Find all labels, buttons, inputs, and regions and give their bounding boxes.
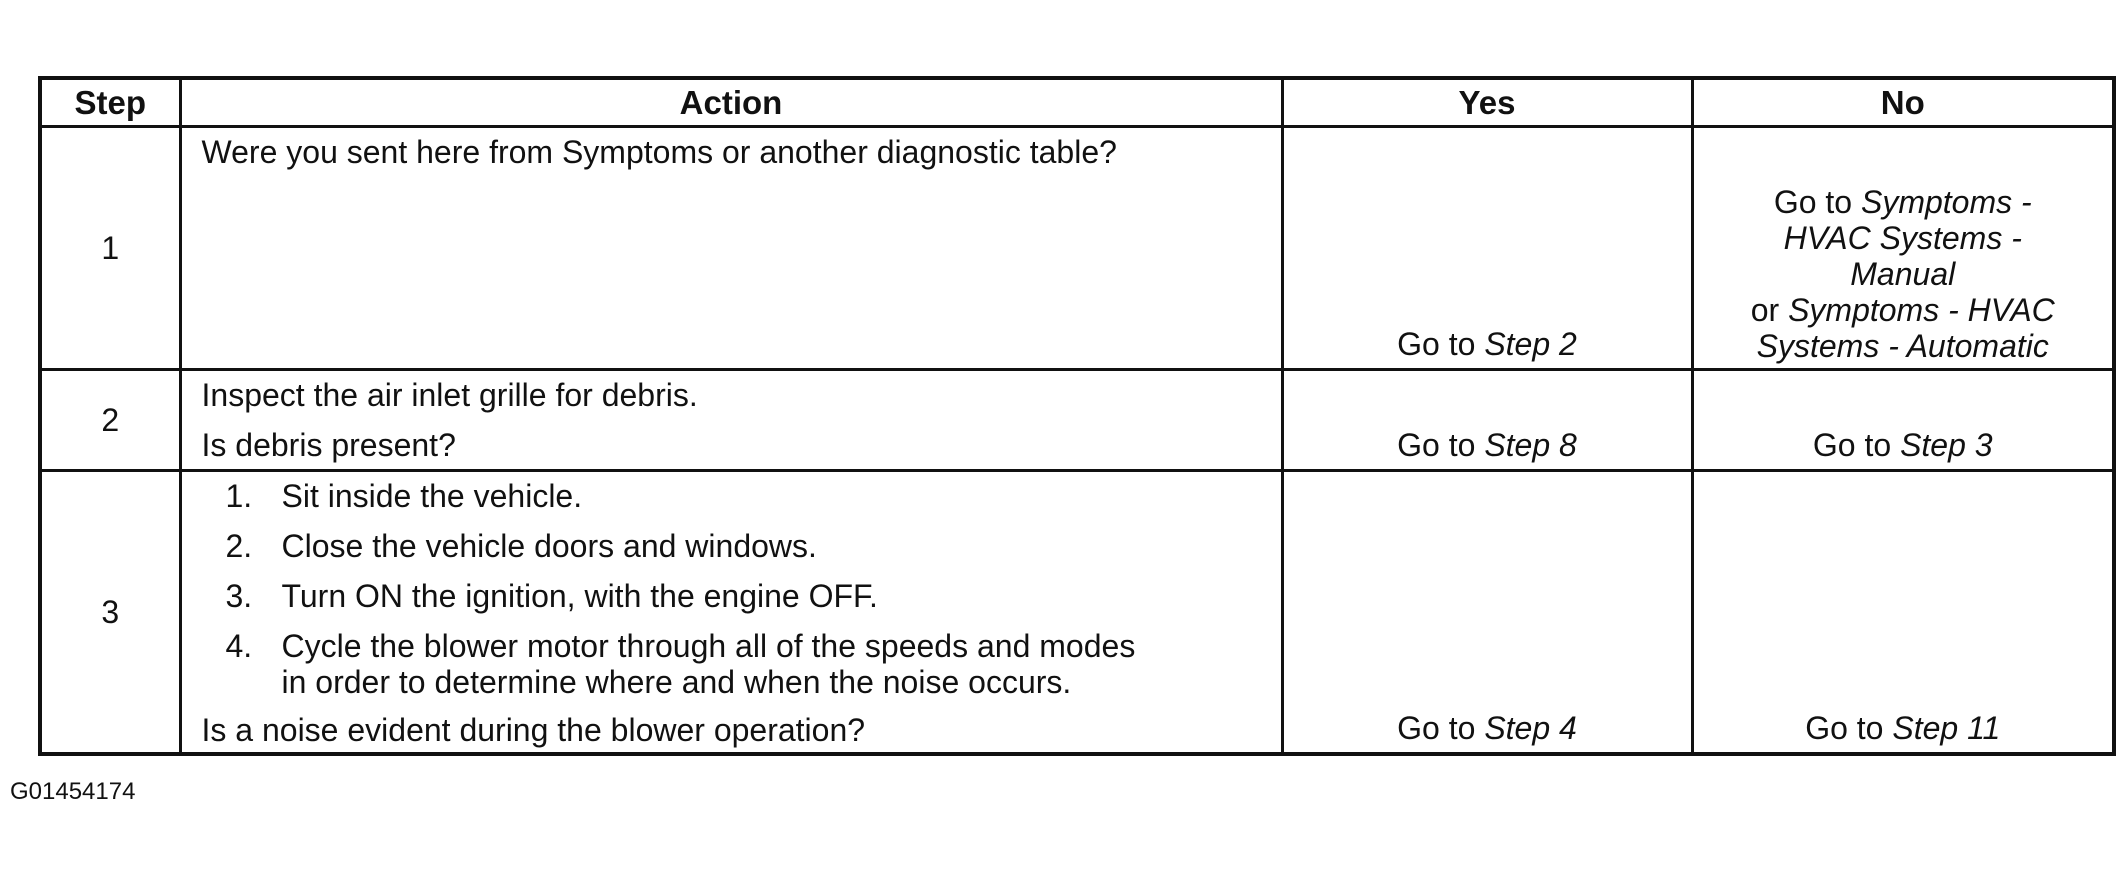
action-cell: [180, 127, 1282, 370]
substep-text: Cycle the blower motor through all of the speeds and modes: [281, 628, 1136, 664]
no-line: [1694, 220, 2113, 256]
no-goto-block: [1694, 184, 2113, 364]
goto-prefix: Go to: [1397, 326, 1485, 362]
diagnostic-table: [38, 76, 2116, 756]
yes-goto: [1397, 427, 1577, 465]
no-line-italic: Systems - Automatic: [1756, 328, 2049, 364]
list-item: [182, 628, 1281, 700]
action-cell: [180, 370, 1282, 471]
no-goto: [1805, 710, 2000, 748]
substep-text: Sit inside the vehicle.: [281, 478, 583, 514]
goto-prefix: Go to: [1397, 427, 1485, 463]
step-number: 3: [40, 471, 180, 755]
substep-number: 1.: [225, 478, 253, 514]
table-row: [40, 370, 2114, 471]
list-item: [182, 528, 1281, 564]
goto-prefix: Go to: [1397, 710, 1485, 746]
no-line-plain: or: [1750, 292, 1789, 328]
substep-number: 4.: [225, 628, 253, 664]
no-goto: [1813, 427, 1993, 465]
list-item: [182, 578, 1281, 614]
figure-id: G01454174: [10, 778, 136, 805]
yes-goto: [1397, 326, 1577, 364]
goto-prefix: Go to: [1812, 427, 1901, 463]
table-row: [40, 127, 2114, 370]
goto-prefix: Go to: [1805, 710, 1893, 746]
substep-text: Turn ON the ignition, with the engine OFF.: [281, 578, 878, 614]
step-number: 1: [40, 127, 180, 370]
no-line-italic: Symptoms - HVAC: [1788, 292, 2055, 328]
yes-cell: [1282, 370, 1692, 471]
header-no: No: [1692, 78, 2114, 127]
no-line-italic: Symptoms -: [1860, 184, 2032, 220]
header-yes: Yes: [1282, 78, 1692, 127]
step-number: 2: [40, 370, 180, 471]
no-line-italic: HVAC Systems -: [1783, 220, 2022, 256]
substep-text-continued: in order to determine where and when the noise occurs.: [281, 664, 1072, 700]
no-line: [1694, 184, 2113, 220]
substep-number: 3.: [225, 578, 253, 614]
substep-number: 2.: [225, 528, 253, 564]
no-cell: [1692, 370, 2114, 471]
no-cell: [1692, 471, 2114, 755]
header-row: [40, 78, 2114, 127]
goto-target: Step 11: [1892, 710, 2001, 746]
no-line: [1694, 256, 2113, 292]
table-row: [40, 471, 2114, 755]
no-line: [1694, 328, 2113, 364]
yes-cell: [1282, 127, 1692, 370]
substep-list: [182, 478, 1281, 700]
action-cell: [180, 471, 1282, 755]
header-step: Step: [40, 78, 180, 127]
yes-goto: [1397, 710, 1577, 748]
action-question: Were you sent here from Symptoms or another diagnostic table?: [201, 134, 1117, 170]
header-action: Action: [180, 78, 1282, 127]
no-line-italic: Manual: [1850, 256, 1956, 292]
substep-text: Close the vehicle doors and windows.: [281, 528, 817, 564]
action-question: Is a noise evident during the blower operation?: [201, 712, 866, 748]
no-cell: [1692, 127, 2114, 370]
goto-target: Step 8: [1484, 427, 1577, 463]
no-line-plain: Go to: [1773, 184, 1861, 220]
yes-cell: [1282, 471, 1692, 755]
goto-target: Step 4: [1484, 710, 1577, 746]
no-line: [1694, 292, 2113, 328]
action-question: Is debris present?: [201, 427, 456, 463]
list-item: [182, 478, 1281, 514]
goto-target: Step 2: [1484, 326, 1577, 362]
goto-target: Step 3: [1900, 427, 1993, 463]
action-instruction: Inspect the air inlet grille for debris.: [201, 377, 698, 413]
